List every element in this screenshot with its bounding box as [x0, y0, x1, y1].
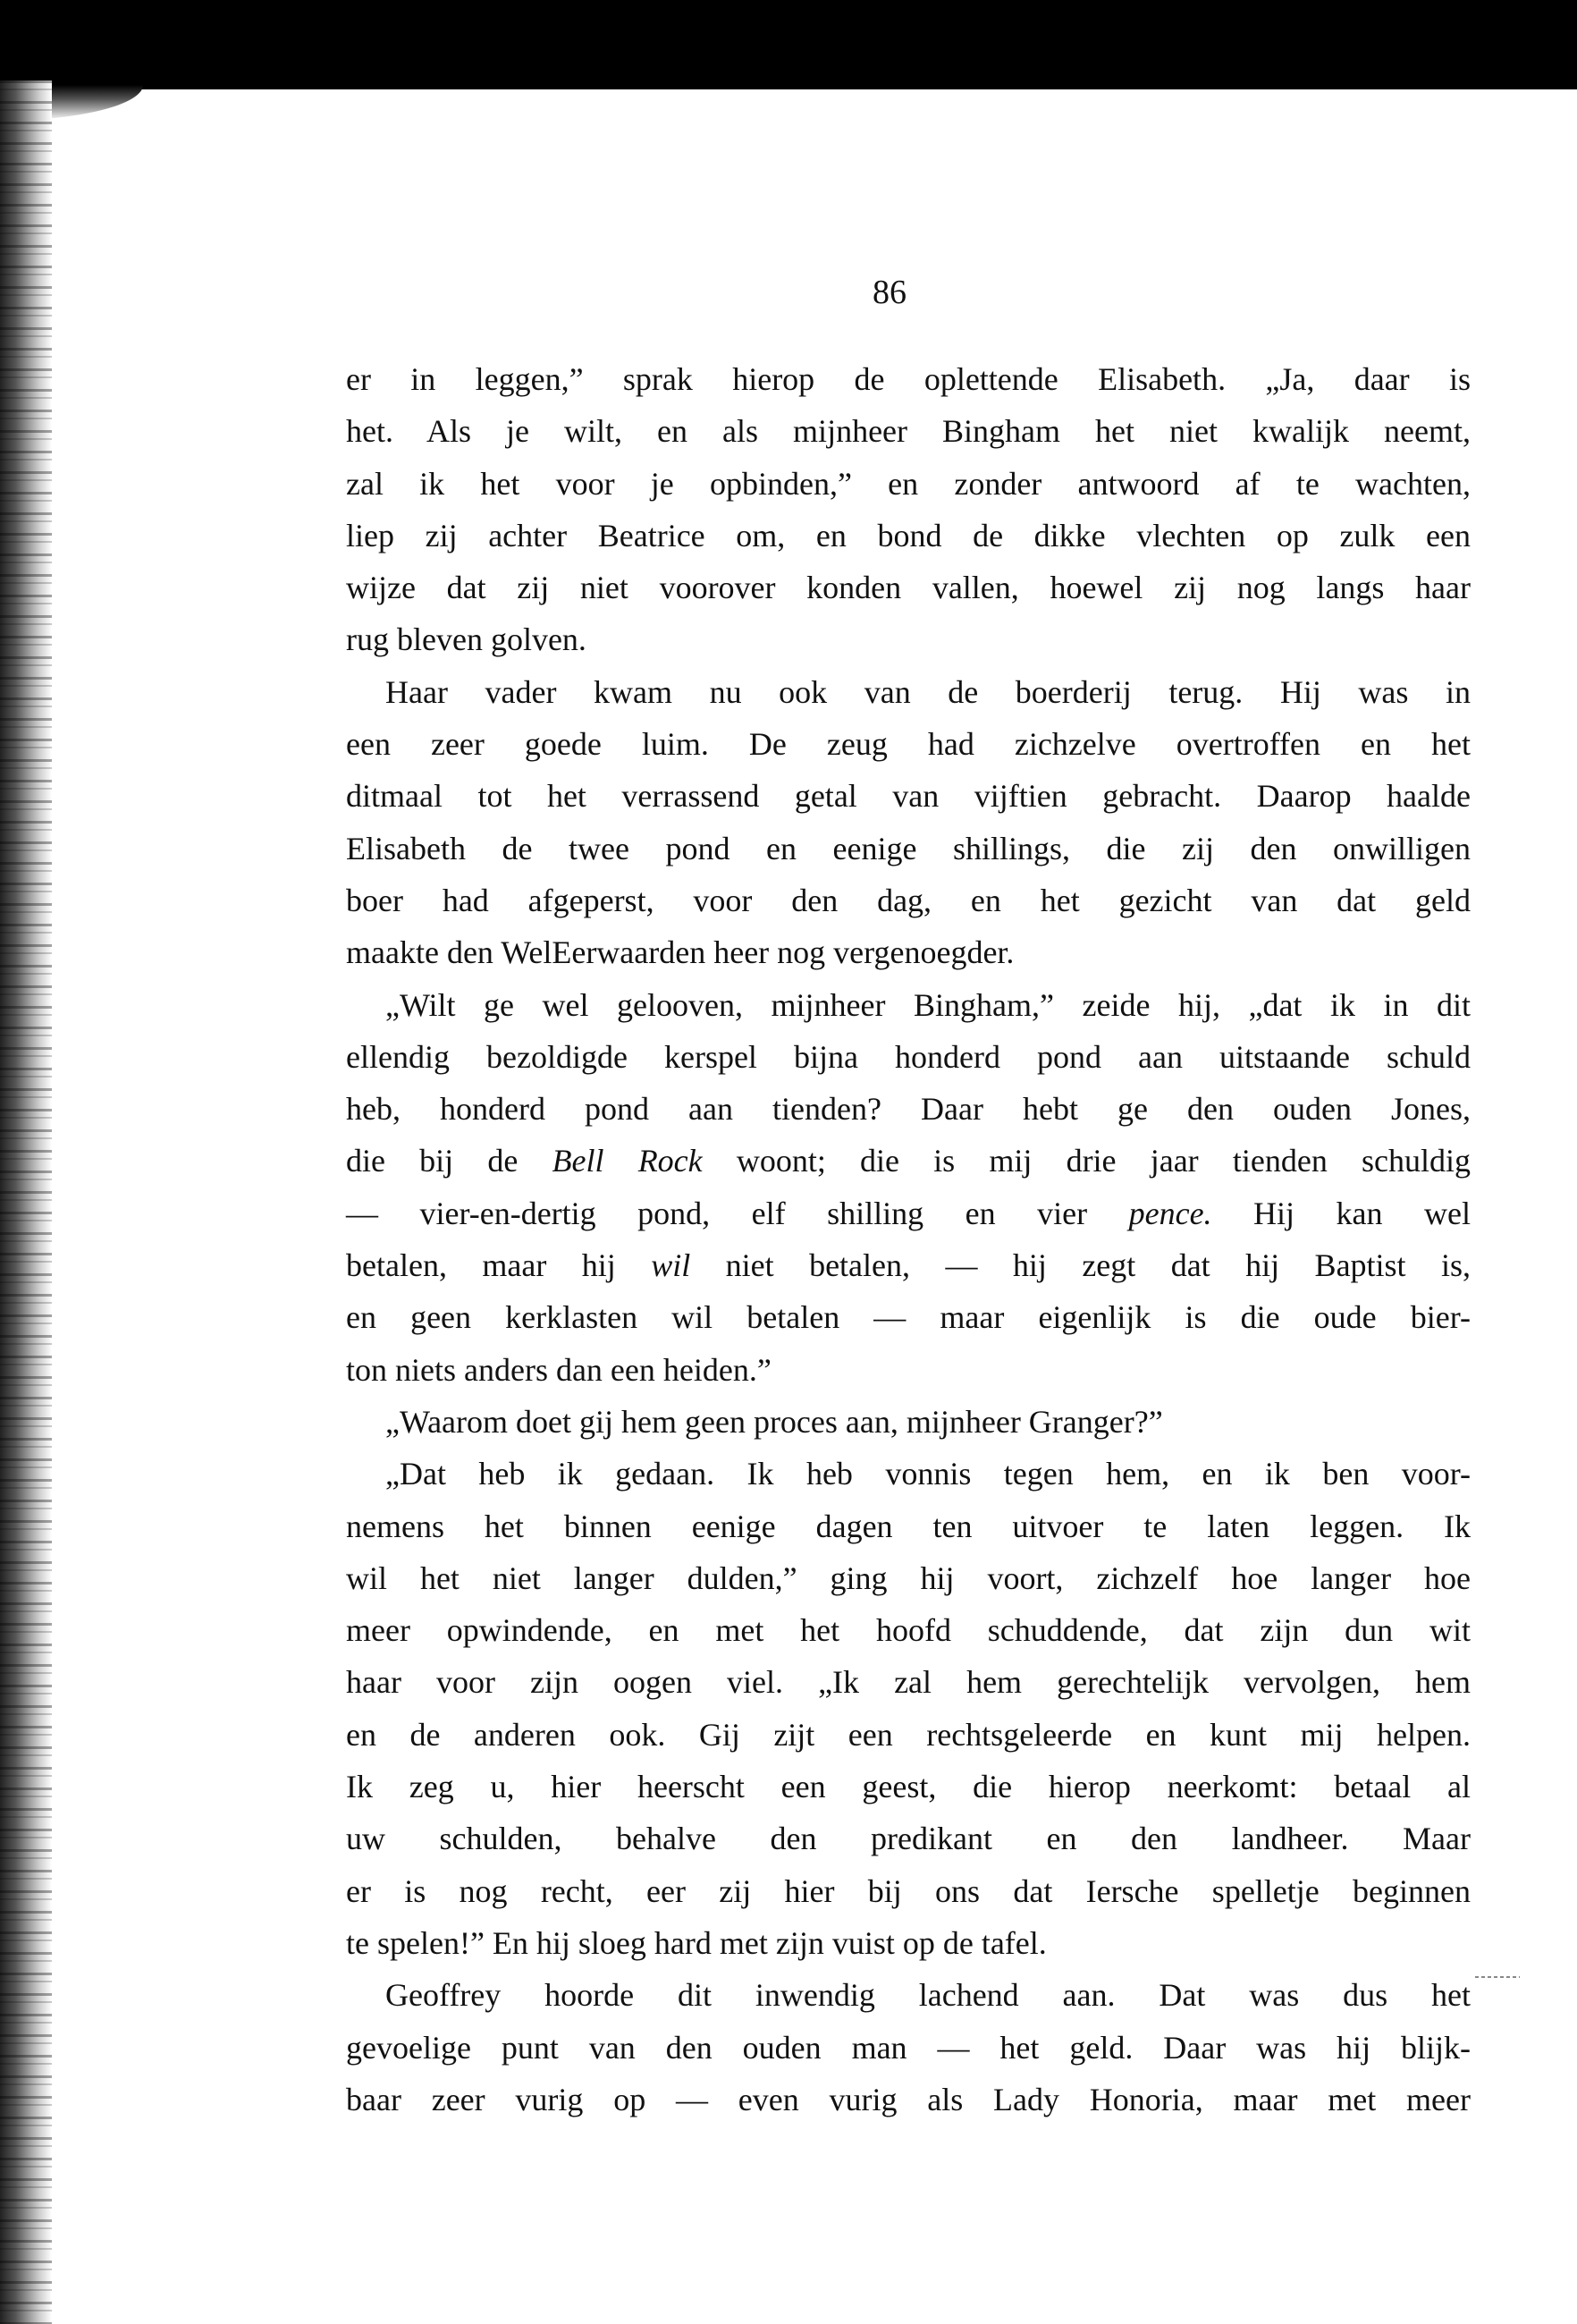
text-line [346, 1813, 1471, 1864]
paragraph [346, 666, 1471, 979]
text-line [346, 823, 1471, 875]
text-line [346, 1396, 1471, 1448]
text-line [346, 1344, 1471, 1396]
text-line [346, 2022, 1471, 2074]
text-segment: Hij kan wel [1211, 1195, 1472, 1231]
text-segment: ditmaal tot het verrassend getal van vijftien gebracht. Daarop haalde [346, 778, 1471, 815]
text-segment: Geoffrey hoorde dit inwendig lachend aan. Dat was dus het [385, 1977, 1471, 2014]
text-line [346, 1709, 1471, 1761]
text-line [346, 1187, 1471, 1239]
text-segment: niet betalen, — hij zegt dat hij Baptist is, [690, 1247, 1472, 1284]
italic-text: pence. [1128, 1195, 1212, 1231]
text-line [346, 718, 1471, 770]
text-line [346, 1656, 1471, 1708]
text-line [346, 926, 1471, 978]
text-line [346, 1604, 1471, 1656]
text-line [346, 1239, 1471, 1291]
text-line [346, 1500, 1471, 1552]
text-line [346, 2074, 1471, 2125]
text-line [346, 1448, 1471, 1500]
text-segment: — vier-en-dertig pond, elf shilling en vier [346, 1195, 1129, 1231]
text-line [346, 875, 1471, 926]
text-line [346, 1761, 1471, 1813]
text-segment: gevoelige punt van den ouden man — het geld. Daar was hij blijk- [346, 2029, 1471, 2066]
margin-mark [1475, 1976, 1520, 1978]
text-segment: een zeer goede luim. De zeug had zichzelve overtroffen en het [346, 726, 1471, 763]
text-line [346, 1083, 1471, 1135]
text-segment: heb, honderd pond aan tienden? Daar hebt ge den ouden Jones, [346, 1091, 1471, 1128]
text-segment: uw schulden, behalve den predikant en den landheer. Maar [346, 1821, 1471, 1857]
text-line [346, 1552, 1471, 1604]
text-line [346, 1291, 1471, 1343]
text-segment: baar zeer vurig op — even vurig als Lady Honoria, maar met meer [346, 2081, 1471, 2117]
paragraph [346, 1448, 1471, 1969]
page-number: 86 [873, 274, 907, 311]
text-segment: rug bleven golven. [346, 621, 586, 658]
text-segment: woont; die is mij drie jaar tienden schuldig [702, 1143, 1471, 1179]
paragraph [346, 1969, 1471, 2125]
text-line [346, 1135, 1471, 1187]
text-segment: liep zij achter Beatrice om, en bond de dikke vlechten op zulk een [346, 517, 1471, 554]
page-body-text [346, 353, 1471, 2125]
text-line [346, 770, 1471, 822]
text-line [346, 1969, 1471, 2021]
text-segment: het. Als je wilt, en als mijnheer Bingham het niet kwalijk neemt, [346, 413, 1471, 450]
scan-binding-edge [0, 80, 52, 2324]
text-segment: haar voor zijn oogen viel. „Ik zal hem gerechtelijk vervolgen, hem [346, 1664, 1471, 1701]
text-line [346, 1865, 1471, 1917]
italic-text: wil [651, 1247, 691, 1284]
text-segment: zal ik het voor je opbinden,” en zonder antwoord af te wachten, [346, 465, 1471, 502]
text-segment: Elisabeth de twee pond en eenige shillings, die zij den onwilligen [346, 830, 1471, 866]
scan-top-edge [0, 0, 1577, 89]
text-segment: ton niets anders dan een heiden.” [346, 1351, 772, 1388]
text-line [346, 405, 1471, 457]
text-segment: en geen kerklasten wil betalen — maar eigenlijk is die oude bier- [346, 1299, 1471, 1336]
text-line [346, 458, 1471, 510]
text-segment: maakte den WelEerwaarden heer nog vergenoegder. [346, 934, 1015, 971]
text-segment: die bij de [346, 1143, 552, 1179]
italic-text: Bell Rock [552, 1143, 703, 1179]
text-segment: „Dat heb ik gedaan. Ik heb vonnis tegen hem, en ik ben voor- [385, 1456, 1471, 1492]
text-segment: wijze dat zij niet voorover konden vallen, hoewel zij nog langs haar [346, 570, 1471, 606]
paragraph [346, 1396, 1471, 1448]
text-segment: Haar vader kwam nu ook van de boerderij terug. Hij was in [385, 673, 1471, 710]
text-line [346, 510, 1471, 562]
text-segment: nemens het binnen eenige dagen ten uitvoer te laten leggen. Ik [346, 1508, 1471, 1544]
text-segment: wil het niet langer dulden,” ging hij voort, zichzelf hoe langer hoe [346, 1559, 1471, 1596]
text-segment: „Waarom doet gij hem geen proces aan, mijnheer Granger?” [385, 1403, 1163, 1440]
text-segment: te spelen!” En hij sloeg hard met zijn vuist op de tafel. [346, 1924, 1047, 1961]
text-line [346, 562, 1471, 613]
text-segment: betalen, maar hij [346, 1247, 652, 1284]
text-segment: Ik zeg u, hier heerscht een geest, die hierop neerkomt: betaal al [346, 1769, 1471, 1805]
text-segment: boer had afgeperst, voor den dag, en het gezicht van dat geld [346, 882, 1471, 918]
paragraph [346, 979, 1471, 1396]
text-segment: en de anderen ook. Gij zijt een rechtsgeleerde en kunt mij helpen. [346, 1716, 1471, 1753]
text-segment: er is nog recht, eer zij hier bij ons dat Iersche spelletje beginnen [346, 1872, 1471, 1909]
text-line [346, 1917, 1471, 1969]
text-segment: er in leggen,” sprak hierop de oplettende Elisabeth. „Ja, daar is [346, 361, 1471, 397]
text-line [346, 666, 1471, 718]
text-segment: „Wilt ge wel gelooven, mijnheer Bingham,” zeide hij, „dat ik in dit [385, 986, 1471, 1023]
text-line [346, 613, 1471, 665]
text-line [346, 979, 1471, 1031]
paragraph [346, 353, 1471, 666]
text-segment: meer opwindende, en met het hoofd schuddende, dat zijn dun wit [346, 1612, 1471, 1649]
text-line [346, 1031, 1471, 1083]
text-segment: ellendig bezoldigde kerspel bijna honderd pond aan uitstaande schuld [346, 1038, 1471, 1075]
text-line [346, 353, 1471, 405]
